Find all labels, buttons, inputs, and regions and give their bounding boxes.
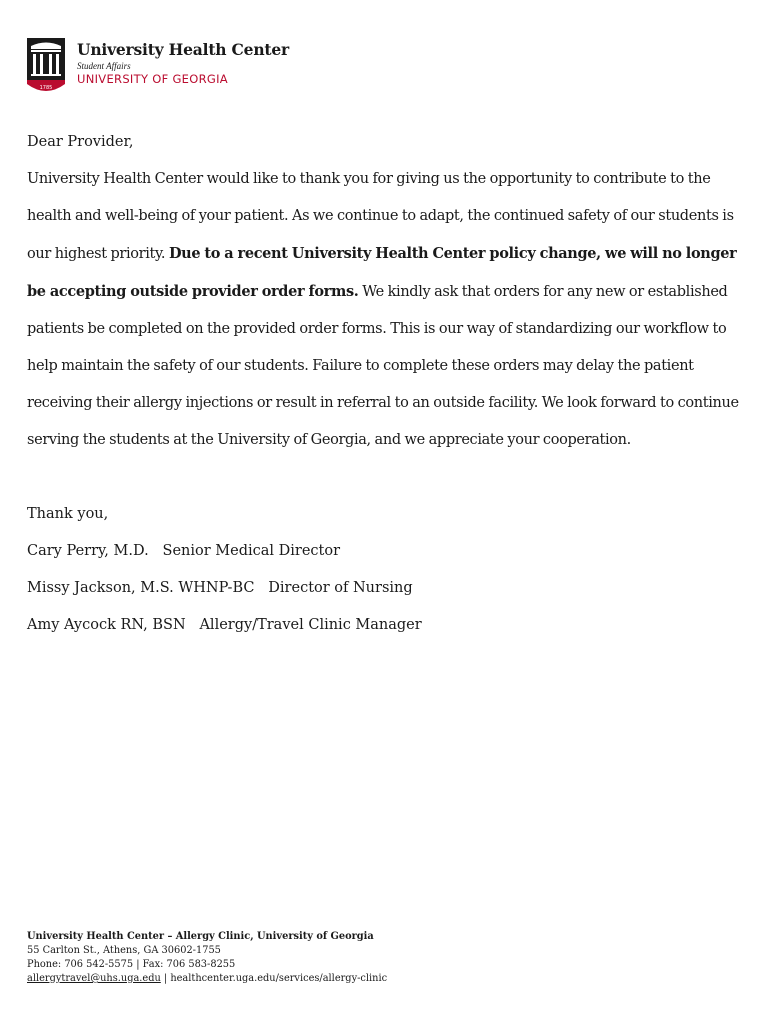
footer-title: University Health Center – Allergy Clinic, University of Georgia: [27, 931, 374, 942]
footer-separator: |: [160, 973, 171, 984]
arch-icon: [27, 38, 65, 94]
letterhead-text: [77, 38, 289, 85]
paragraph-rest: We kindly ask that orders for any new or established patients be completed on the provided order forms. This is our way of standardizing our workflow to help maintain the safety of our students. Failure to complete these orders may delay the patient receiving their allergy injections or result in referral to an outside facility. We look forward to continue serving the students at the University of Georgia, and we appreciate your cooperation.: [27, 284, 739, 448]
footer-contact: [27, 972, 387, 986]
main-paragraph: [27, 161, 743, 459]
logo-year: 1785: [39, 85, 53, 91]
dept-name: Student Affairs: [77, 60, 131, 71]
greeting: Dear Provider,: [27, 134, 134, 150]
paragraph-intro: University Health Center would like to thank you for giving us the opportunity to contribute to the health and well-being of your patient. As we continue to adapt, the continued safety of our students is our highest priority.: [27, 171, 734, 262]
org-name: University Health Center: [77, 40, 290, 59]
signatory: Amy Aycock RN, BSN Allergy/Travel Clinic Manager: [27, 617, 422, 633]
letterhead: [27, 38, 289, 96]
spacer: [27, 459, 743, 496]
footer-address: 55 Carlton St., Athens, GA 30602-1755: [27, 945, 221, 956]
signatory: Missy Jackson, M.S. WHNP-BC Director of Nursing: [27, 580, 413, 596]
website-text: healthcenter.uga.edu/services/allergy-clinic: [170, 973, 388, 984]
letter-body: [27, 124, 743, 644]
policy-change-notice: Due to a recent University Health Center policy change, we will no longer be accepting outside provider order forms.: [27, 245, 737, 300]
university-name: UNIVERSITY OF GEORGIA: [77, 71, 228, 86]
signatory: Cary Perry, M.D. Senior Medical Director: [27, 543, 341, 559]
closing: Thank you,: [27, 506, 109, 522]
footer-phone-fax: Phone: 706 542-5575 | Fax: 706 583-8255: [27, 959, 236, 970]
email-link[interactable]: allergytravel@uhs.uga.edu: [27, 973, 161, 984]
footer: [27, 930, 387, 986]
